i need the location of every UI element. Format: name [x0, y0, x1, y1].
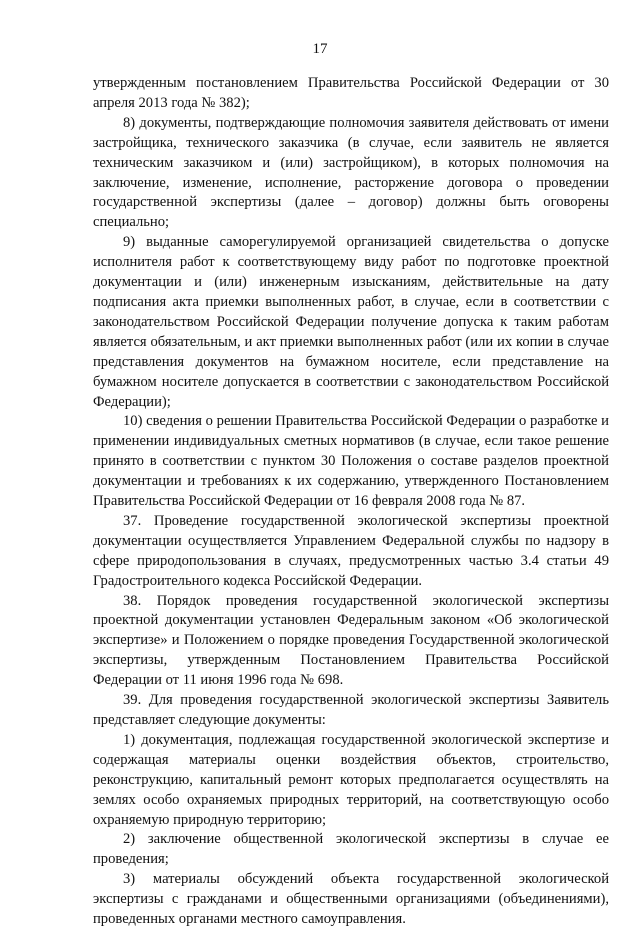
paragraph-37: 37. Проведение государственной экологической экспертизы проектной документации осуществляется Управлением Федеральной службы по надзору в сфере природопользования в случаях, предусмотренных частью 3.4 статьи 49 Градостроительного кодекса Российской Федерации.	[93, 512, 609, 589]
paragraph-item-10: 10) сведения о решении Правительства Российской Федерации о разработке и применении индивидуальных сметных нормативов (в случае, если такое решение принято в соответствии с пунктом 30 Положения о составе разделов проектной документации и требованиях к их содержанию, утвержденного Постановлением Правительства Российской Федерации от 16 февраля 2008 года № 87.	[93, 413, 609, 510]
paragraph-39-item-1: 1) документация, подлежащая государственной экологической экспертизе и содержащая материалы оценки воздействия объектов, строительство, реконструкцию, капитальный ремонт которых предполагается осуществлять на землях особо охраняемых природных территорий, на соответствующую особо охраняемую природную территорию;	[93, 731, 609, 828]
paragraph-continuation: утвержденным постановлением Правительства Российской Федерации от 30 апреля 2013 года № 382);	[93, 75, 609, 111]
page-number: 17	[312, 41, 328, 57]
paragraph-item-8: 8) документы, подтверждающие полномочия заявителя действовать от имени застройщика, технического заказчика (в случае, если заявитель не является техническим заказчиком и (или) застройщиком), в которых полномочия на заключение, изменение, исполнение, расторжение договора о проведении государственной экспертизы (далее – договор) должны быть оговорены специально;	[93, 114, 609, 231]
document-body	[93, 74, 609, 930]
paragraph-39: 39. Для проведения государственной экологической экспертизы Заявитель представляет следующие документы:	[93, 692, 609, 728]
paragraph-38: 38. Порядок проведения государственной экологической экспертизы проектной документации установлен Федеральным законом «Об экологической экспертизе» и Положением о порядке проведения Государственной экологической экспертизы, утвержденным Постановлением Правительства Российской Федерации от 11 июня 1996 года № 698.	[93, 592, 609, 689]
paragraph-39-item-2: 2) заключение общественной экологической экспертизы в случае ее проведения;	[93, 831, 609, 868]
paragraph-39-item-3: 3) материалы обсуждений объекта государственной экологической экспертизы с гражданами и общественными организациями (объединениями), проведенных органами местного самоуправления.	[93, 871, 609, 928]
paragraph-item-9: 9) выданные саморегулируемой организацией свидетельства о допуске исполнителя работ к соответствующему виду работ по подготовке проектной документации и (или) инженерным изысканиям, действительные на дату подписания акта приемки выполненных работ, в случае, если в соответствии с законодательством Российской Федерации получение допуска к таким работам является обязательным, и акт приемки выполненных работ (или их копии в случае представления документов на бумажном носителе, если представление на бумажном носителе допускается в соответствии с законодательством Российской Федерации);	[93, 234, 609, 410]
